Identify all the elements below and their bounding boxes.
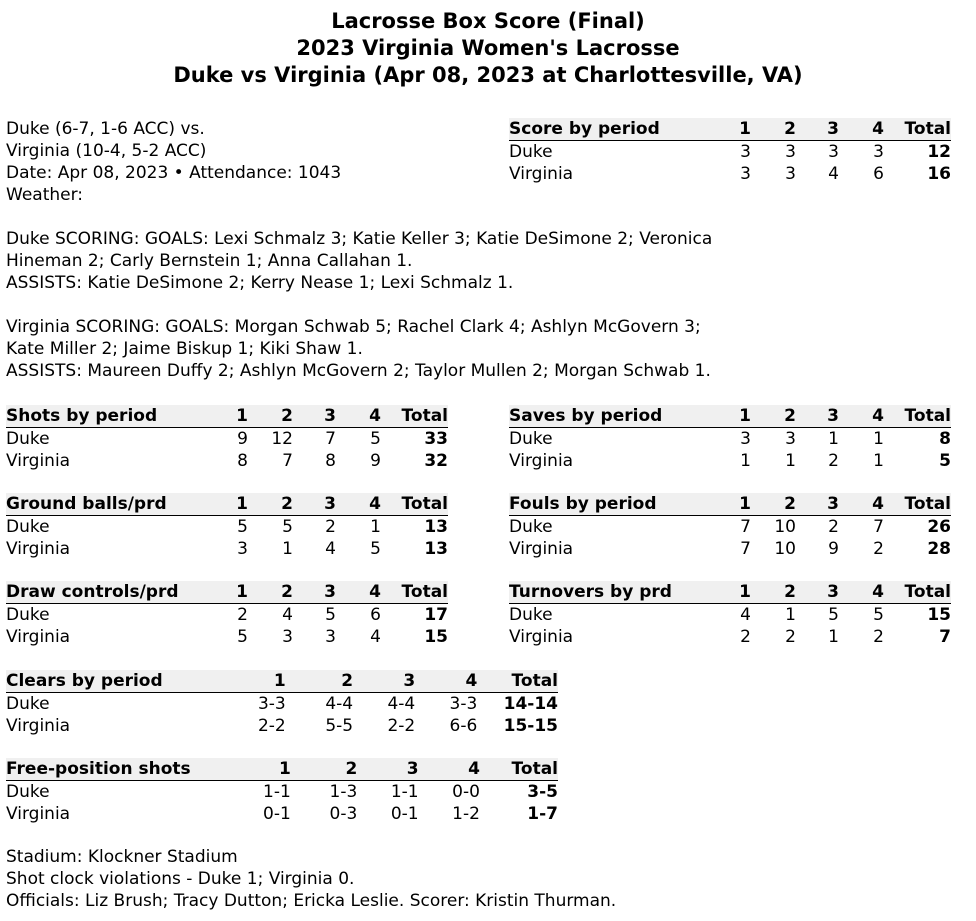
total-value: 3-5	[527, 782, 558, 802]
period-value: 2-2	[387, 716, 416, 736]
period-value: 2	[785, 627, 796, 647]
period-3-header: 3	[293, 405, 336, 428]
period-value: 10	[774, 517, 796, 537]
period-value: 3	[740, 429, 751, 449]
table-row	[6, 450, 448, 472]
period-1-header: 1	[729, 493, 751, 516]
period-3-header: 3	[353, 670, 415, 693]
table-header-row	[6, 670, 558, 693]
team-name: Duke	[6, 694, 50, 714]
period-value: 0-0	[452, 782, 480, 802]
team-name: Duke	[6, 429, 50, 449]
period-2-header: 2	[751, 493, 796, 516]
duke-goals-line-2: Hineman 2; Carly Bernstein 1; Anna Callahan 1.	[6, 251, 413, 271]
period-value: 9	[828, 539, 839, 559]
period-value: 5	[370, 429, 381, 449]
table-row	[509, 163, 951, 185]
total-value: 15	[424, 627, 448, 647]
period-value: 2	[740, 627, 751, 647]
duke-goals-line-1: Duke SCORING: GOALS: Lexi Schmalz 3; Katie Keller 3; Katie DeSimone 2; Veronica	[6, 229, 713, 249]
table-row	[6, 781, 558, 804]
period-value: 7	[873, 517, 884, 537]
period-value: 8	[237, 451, 248, 471]
virginia-scoring	[6, 316, 711, 382]
period-value: 2	[873, 627, 884, 647]
team-name: Virginia	[6, 627, 71, 647]
table-row	[509, 450, 951, 472]
free-position-shots-table	[6, 758, 558, 825]
total-value: 13	[424, 517, 448, 537]
period-value: 5	[237, 517, 248, 537]
period-value: 1	[828, 429, 839, 449]
period-2-header: 2	[291, 758, 358, 781]
period-value: 5	[370, 539, 381, 559]
period-1-header: 1	[729, 405, 751, 428]
period-value: 6	[873, 164, 884, 184]
matchup-title: Duke vs Virginia (Apr 08, 2023 at Charlottesville, VA)	[173, 63, 803, 87]
period-value: 3	[828, 142, 839, 162]
total-value: 1-7	[527, 804, 558, 824]
team-name: Virginia	[6, 716, 71, 736]
period-value: 9	[237, 429, 248, 449]
period-1-header: 1	[245, 670, 286, 693]
total-value: 12	[927, 142, 951, 162]
period-4-header: 4	[839, 118, 884, 141]
period-1-header: 1	[729, 581, 751, 604]
period-1-header: 1	[226, 405, 248, 428]
period-value: 2	[828, 451, 839, 471]
table-header-row	[509, 581, 951, 604]
total-value: 33	[424, 429, 448, 449]
period-value: 4	[282, 605, 293, 625]
table-heading: Saves by period	[509, 405, 729, 428]
period-value: 5	[325, 605, 336, 625]
total-header: Total	[381, 581, 448, 604]
period-value: 4-4	[387, 694, 416, 714]
period-value: 4	[370, 627, 381, 647]
period-2-header: 2	[751, 118, 796, 141]
table-row	[509, 626, 951, 648]
saves-by-period-table	[509, 405, 951, 472]
team-name: Virginia	[509, 539, 574, 559]
period-value: 1	[370, 517, 381, 537]
period-value: 1	[873, 451, 884, 471]
table-heading: Turnovers by prd	[509, 581, 729, 604]
table-header-row	[509, 118, 951, 141]
period-value: 1	[873, 429, 884, 449]
period-1-header: 1	[250, 758, 291, 781]
period-4-header: 4	[336, 581, 381, 604]
table-heading: Free-position shots	[6, 758, 250, 781]
period-2-header: 2	[751, 581, 796, 604]
table-header-row	[6, 493, 448, 516]
period-value: 10	[774, 539, 796, 559]
period-value: 3	[785, 429, 796, 449]
table-row	[6, 516, 448, 539]
team-name: Virginia	[6, 804, 71, 824]
period-value: 1	[785, 605, 796, 625]
period-4-header: 4	[336, 493, 381, 516]
period-value: 1-2	[452, 804, 480, 824]
team-name: Duke	[6, 517, 50, 537]
table-heading: Draw controls/prd	[6, 581, 226, 604]
officials: Officials: Liz Brush; Tracy Dutton; Ericka Leslie. Scorer: Kristin Thurman.	[6, 891, 617, 911]
table-row	[6, 803, 558, 825]
total-header: Total	[381, 405, 448, 428]
team-name: Virginia	[509, 627, 574, 647]
team-name: Duke	[509, 429, 553, 449]
table-row	[6, 693, 558, 716]
shots-by-period-table	[6, 405, 448, 472]
period-value: 1-1	[390, 782, 419, 802]
team-name: Duke	[6, 605, 50, 625]
period-4-header: 4	[419, 758, 480, 781]
total-header: Total	[884, 405, 951, 428]
period-2-header: 2	[248, 493, 293, 516]
team-name: Virginia	[6, 451, 71, 471]
page-subtitle: 2023 Virginia Women's Lacrosse	[296, 36, 680, 60]
period-value: 9	[370, 451, 381, 471]
draw-controls-table	[6, 581, 448, 648]
total-header: Total	[381, 493, 448, 516]
total-header: Total	[884, 118, 951, 141]
table-row	[6, 715, 558, 737]
total-value: 26	[927, 517, 951, 537]
period-value: 5	[828, 605, 839, 625]
period-value: 5	[282, 517, 293, 537]
weather: Weather:	[6, 185, 84, 205]
game-info	[6, 118, 341, 206]
period-value: 5	[237, 627, 248, 647]
date-attendance: Date: Apr 08, 2023 • Attendance: 1043	[6, 163, 342, 183]
period-2-header: 2	[286, 670, 353, 693]
total-header: Total	[884, 581, 951, 604]
period-value: 3	[740, 164, 751, 184]
duke-assists: ASSISTS: Katie DeSimone 2; Kerry Nease 1; Lexi Schmalz 1.	[6, 273, 514, 293]
period-value: 3	[785, 164, 796, 184]
total-header: Total	[477, 670, 558, 693]
team-name: Duke	[509, 605, 553, 625]
period-value: 8	[325, 451, 336, 471]
period-value: 1	[740, 451, 751, 471]
virginia-goals-line-2: Kate Miller 2; Jaime Biskup 1; Kiki Shaw 1.	[6, 339, 363, 359]
total-value: 17	[424, 605, 448, 625]
stadium: Stadium: Klockner Stadium	[6, 847, 238, 867]
period-value: 3-3	[449, 694, 478, 714]
table-heading: Score by period	[509, 118, 729, 141]
total-value: 16	[927, 164, 951, 184]
table-header-row	[6, 581, 448, 604]
turnovers-table	[509, 581, 951, 648]
table-header-row	[6, 758, 558, 781]
table-row	[509, 141, 951, 164]
period-value: 3	[282, 627, 293, 647]
team-name: Duke	[509, 142, 553, 162]
period-1-header: 1	[226, 581, 248, 604]
table-row	[6, 538, 448, 560]
team-name: Duke	[509, 517, 553, 537]
table-row	[509, 516, 951, 539]
period-value: 3-3	[257, 694, 286, 714]
period-2-header: 2	[248, 581, 293, 604]
period-4-header: 4	[839, 493, 884, 516]
period-value: 0-1	[390, 804, 419, 824]
period-3-header: 3	[796, 405, 839, 428]
period-value: 4	[325, 539, 336, 559]
period-value: 3	[325, 627, 336, 647]
period-value: 3	[740, 142, 751, 162]
period-value: 2	[828, 517, 839, 537]
period-value: 4	[740, 605, 751, 625]
period-3-header: 3	[293, 493, 336, 516]
period-3-header: 3	[293, 581, 336, 604]
team-name: Duke	[6, 782, 50, 802]
table-header-row	[6, 405, 448, 428]
home-team-record: Virginia (10-4, 5-2 ACC)	[6, 141, 207, 161]
period-value: 6	[370, 605, 381, 625]
total-value: 8	[939, 429, 951, 449]
period-value: 1	[785, 451, 796, 471]
total-value: 7	[939, 627, 951, 647]
period-value: 3	[785, 142, 796, 162]
total-value: 5	[939, 451, 951, 471]
period-value: 6-6	[449, 716, 478, 736]
total-value: 15	[927, 605, 951, 625]
period-value: 3	[873, 142, 884, 162]
period-4-header: 4	[336, 405, 381, 428]
period-1-header: 1	[226, 493, 248, 516]
period-value: 1	[282, 539, 293, 559]
period-1-header: 1	[729, 118, 751, 141]
total-header: Total	[480, 758, 558, 781]
period-value: 1	[828, 627, 839, 647]
virginia-assists: ASSISTS: Maureen Duffy 2; Ashlyn McGovern 2; Taylor Mullen 2; Morgan Schwab 1.	[6, 361, 711, 381]
period-value: 12	[271, 429, 293, 449]
period-value: 5-5	[325, 716, 354, 736]
period-3-header: 3	[796, 118, 839, 141]
table-heading: Fouls by period	[509, 493, 729, 516]
table-row	[509, 604, 951, 627]
team-name: Virginia	[509, 164, 574, 184]
period-value: 2-2	[257, 716, 286, 736]
period-value: 5	[873, 605, 884, 625]
period-3-header: 3	[796, 581, 839, 604]
period-value: 2	[873, 539, 884, 559]
shot-clock-violations: Shot clock violations - Duke 1; Virginia 0.	[6, 869, 355, 889]
total-header: Total	[884, 493, 951, 516]
team-name: Virginia	[509, 451, 574, 471]
period-value: 7	[282, 451, 293, 471]
period-value: 7	[325, 429, 336, 449]
game-footer	[6, 846, 616, 912]
period-value: 7	[740, 539, 751, 559]
table-row	[509, 428, 951, 451]
period-value: 2	[325, 517, 336, 537]
page-title: Lacrosse Box Score (Final)	[331, 9, 645, 33]
period-value: 0-3	[329, 804, 358, 824]
period-value: 4	[828, 164, 839, 184]
total-value: 13	[424, 539, 448, 559]
duke-scoring	[6, 228, 712, 294]
period-2-header: 2	[248, 405, 293, 428]
ground-balls-table	[6, 493, 448, 560]
period-value: 1-1	[263, 782, 291, 802]
period-4-header: 4	[415, 670, 477, 693]
period-value: 3	[237, 539, 248, 559]
total-value: 14-14	[503, 694, 558, 714]
team-name: Virginia	[6, 539, 71, 559]
total-value: 15-15	[503, 716, 558, 736]
period-3-header: 3	[796, 493, 839, 516]
period-value: 4-4	[325, 694, 354, 714]
period-value: 1-3	[329, 782, 358, 802]
table-row	[6, 604, 448, 627]
table-row	[6, 428, 448, 451]
period-4-header: 4	[839, 581, 884, 604]
table-heading: Clears by period	[6, 670, 245, 693]
period-4-header: 4	[839, 405, 884, 428]
total-value: 32	[424, 451, 448, 471]
period-3-header: 3	[357, 758, 418, 781]
period-value: 2	[237, 605, 248, 625]
clears-table	[6, 670, 558, 737]
table-row	[6, 626, 448, 648]
table-header-row	[509, 493, 951, 516]
score-by-period-table	[509, 118, 951, 185]
table-heading: Ground balls/prd	[6, 493, 226, 516]
virginia-goals-line-1: Virginia SCORING: GOALS: Morgan Schwab 5; Rachel Clark 4; Ashlyn McGovern 3;	[6, 317, 701, 337]
total-value: 28	[927, 539, 951, 559]
period-2-header: 2	[751, 405, 796, 428]
period-value: 0-1	[263, 804, 291, 824]
table-row	[509, 538, 951, 560]
table-heading: Shots by period	[6, 405, 226, 428]
visitor-team-record: Duke (6-7, 1-6 ACC) vs.	[6, 119, 205, 139]
period-value: 7	[740, 517, 751, 537]
title-block	[0, 8, 976, 89]
table-header-row	[509, 405, 951, 428]
fouls-by-period-table	[509, 493, 951, 560]
